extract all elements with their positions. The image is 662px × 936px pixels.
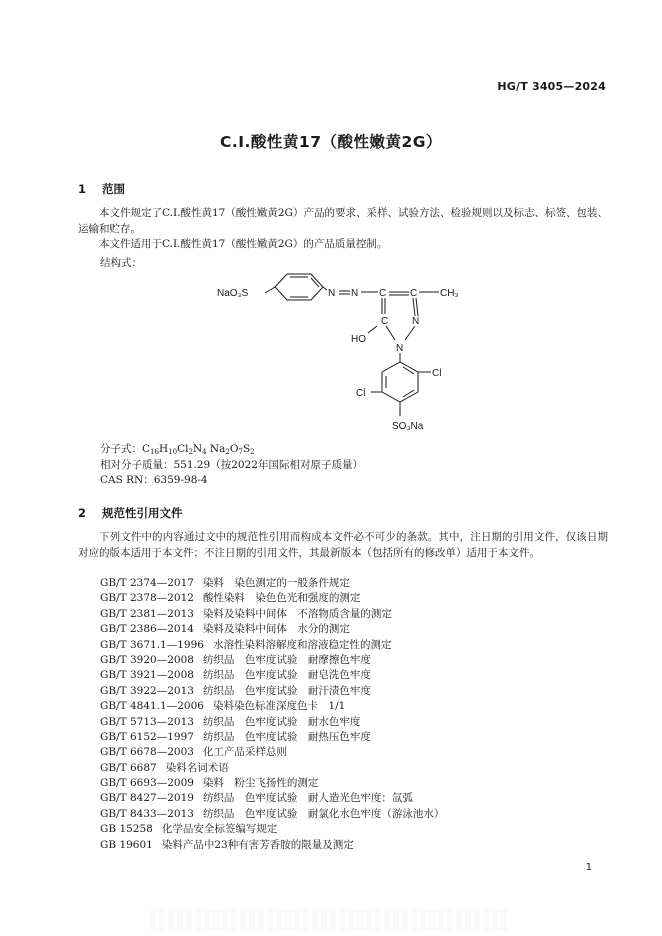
reference-item: [100, 807, 444, 822]
section-2-number: 2: [78, 506, 87, 520]
reference-item: [100, 776, 444, 791]
reference-title: 水溶性染料溶解度和溶液稳定性的测定: [212, 638, 392, 651]
reference-title: 纺织品 色牢度试验 耐热压色牢度: [202, 730, 371, 743]
compound-info: [100, 442, 363, 489]
reference-title: 酸性染料 染色色光和强度的测定: [202, 592, 361, 605]
chloro-group-2: Cl: [356, 388, 366, 399]
reference-title: 染料 粉尘飞扬性的测定: [202, 777, 319, 790]
reference-code: GB/T 3921—2008: [100, 669, 194, 682]
ring-c2: C: [410, 288, 418, 299]
reference-code: GB/T 5713—2013: [100, 715, 194, 728]
reference-title: 染料及染料中间体 水分的测定: [202, 623, 350, 636]
standard-code: HG/T 3405—2024: [497, 80, 606, 93]
reference-code: GB/T 2381—2013: [100, 607, 194, 620]
reference-item: [100, 607, 444, 622]
reference-title: 纺织品 色牢度试验 耐水色牢度: [202, 715, 361, 728]
scope-paragraph-2: 本文件适用于C.I.酸性黄17（酸性嫩黄2G）的产品质量控制。: [99, 238, 388, 250]
reference-code: GB/T 8433—2013: [100, 807, 194, 820]
reference-item: [100, 668, 444, 683]
reference-item: [100, 822, 444, 837]
methyl-group: CH₃: [440, 288, 459, 299]
reference-title: 化学品安全标签编写规定: [161, 823, 278, 836]
reference-item: [100, 576, 444, 591]
reference-title: 染料 染色测定的一般条件规定: [202, 577, 350, 589]
ring-c1: C: [379, 288, 387, 299]
structure-label: 结构式：: [100, 257, 142, 269]
reference-title: 纺织品 色牢度试验 耐汗渍色牢度: [202, 684, 371, 697]
document-title: C.I.酸性黄17（酸性嫩黄2G）: [220, 133, 442, 151]
reference-code: GB/T 8427—2019: [100, 792, 194, 805]
formula-value: $C_{16}H_{10}Cl_2N_4$ $Na_2O_7S_2$: [142, 443, 255, 456]
reference-title: 染料产品中23种有害芳香胺的限量及测定: [161, 838, 354, 851]
azo-n2: N: [351, 288, 359, 299]
reference-item: [100, 622, 444, 637]
reference-item: [100, 699, 444, 714]
reference-code: GB 15258: [100, 823, 153, 836]
chloro-group-1: Cl: [432, 368, 442, 379]
molecular-formula-line: [100, 442, 363, 458]
footer-watermark: [150, 910, 510, 930]
reference-code: GB/T 3671.1—1996: [100, 638, 204, 651]
reference-item: [100, 838, 444, 853]
reference-item: [100, 638, 444, 653]
azo-n1: N: [328, 288, 336, 299]
structural-formula: [205, 264, 475, 438]
sulfonate-group: SO₃Na: [392, 421, 424, 432]
reference-code: GB/T 3920—2008: [100, 653, 194, 666]
reference-title: 纺织品 色牢度试验 耐摩擦色牢度: [202, 653, 371, 666]
reference-title: 化工产品采样总则: [202, 746, 287, 759]
ring-c3: C: [381, 316, 389, 327]
section-1-number: 1: [78, 182, 87, 196]
reference-item: [100, 791, 444, 806]
reference-title: 染料染色标准深度色卡 1/1: [212, 700, 346, 713]
reference-code: GB/T 2374—2017: [100, 577, 194, 589]
reference-code: GB/T 6687: [100, 761, 157, 774]
reference-item: [100, 653, 444, 668]
hydroxyl-group: HO: [351, 334, 366, 345]
ring-n-substituted: N: [396, 343, 404, 354]
references-intro: 下列文件中的内容通过文中的规范性引用而构成本文件必不可少的条款。其中，注日期的引用文件，仅该日期对应的版本适用于本文件；不注日期的引用文件，其最新版本（包括所有的修改单）适用于本文件。: [78, 531, 608, 559]
reference-code: GB/T 2386—2014: [100, 623, 194, 636]
scope-paragraph-1: 本文件规定了C.I.酸性黄17（酸性嫩黄2G）产品的要求、采样、试验方法、检验规则以及标志、标签、包装、运输和贮存。: [78, 207, 608, 235]
section-1-title: 范围: [102, 182, 126, 196]
reference-item: [100, 684, 444, 699]
reference-code: GB/T 4841.1—2006: [100, 700, 204, 713]
benzene-ring-2: [382, 362, 418, 402]
reference-item: [100, 761, 444, 776]
molecular-mass-line: 相对分子质量：551.29（按2022年国际相对原子质量）: [100, 458, 363, 471]
reference-code: GB/T 2378—2012: [100, 592, 194, 605]
reference-list: [100, 576, 444, 853]
reference-code: GB/T 3922—2013: [100, 684, 194, 697]
reference-item: [100, 745, 444, 760]
section-2-heading: [78, 505, 183, 521]
cas-number-line: CAS RN：6359-98-4: [100, 474, 208, 486]
formula-label: 分子式：: [100, 443, 142, 455]
naso3s-group: NaO₃S: [217, 288, 249, 299]
reference-item: [100, 715, 444, 730]
ring-n: N: [412, 316, 420, 327]
section-1-heading: [78, 181, 125, 197]
reference-title: 染料名词术语: [165, 761, 229, 774]
reference-code: GB/T 6152—1997: [100, 730, 194, 743]
section-2-title: 规范性引用文件: [102, 506, 183, 520]
reference-title: 纺织品 色牢度试验 耐皂洗色牢度: [202, 669, 371, 682]
reference-code: GB/T 6693—2009: [100, 777, 194, 790]
reference-title: 染料及染料中间体 不溶物质含量的测定: [202, 607, 392, 620]
reference-code: GB 19601: [100, 838, 153, 851]
reference-item: [100, 591, 444, 606]
reference-title: 纺织品 色牢度试验 耐人造光色牢度：氙弧: [202, 792, 413, 805]
reference-code: GB/T 6678—2003: [100, 746, 194, 759]
page-number: 1: [585, 862, 592, 873]
reference-item: [100, 730, 444, 745]
benzene-ring-1: [275, 274, 323, 300]
reference-title: 纺织品 色牢度试验 耐氯化水色牢度（游泳池水）: [202, 807, 445, 820]
